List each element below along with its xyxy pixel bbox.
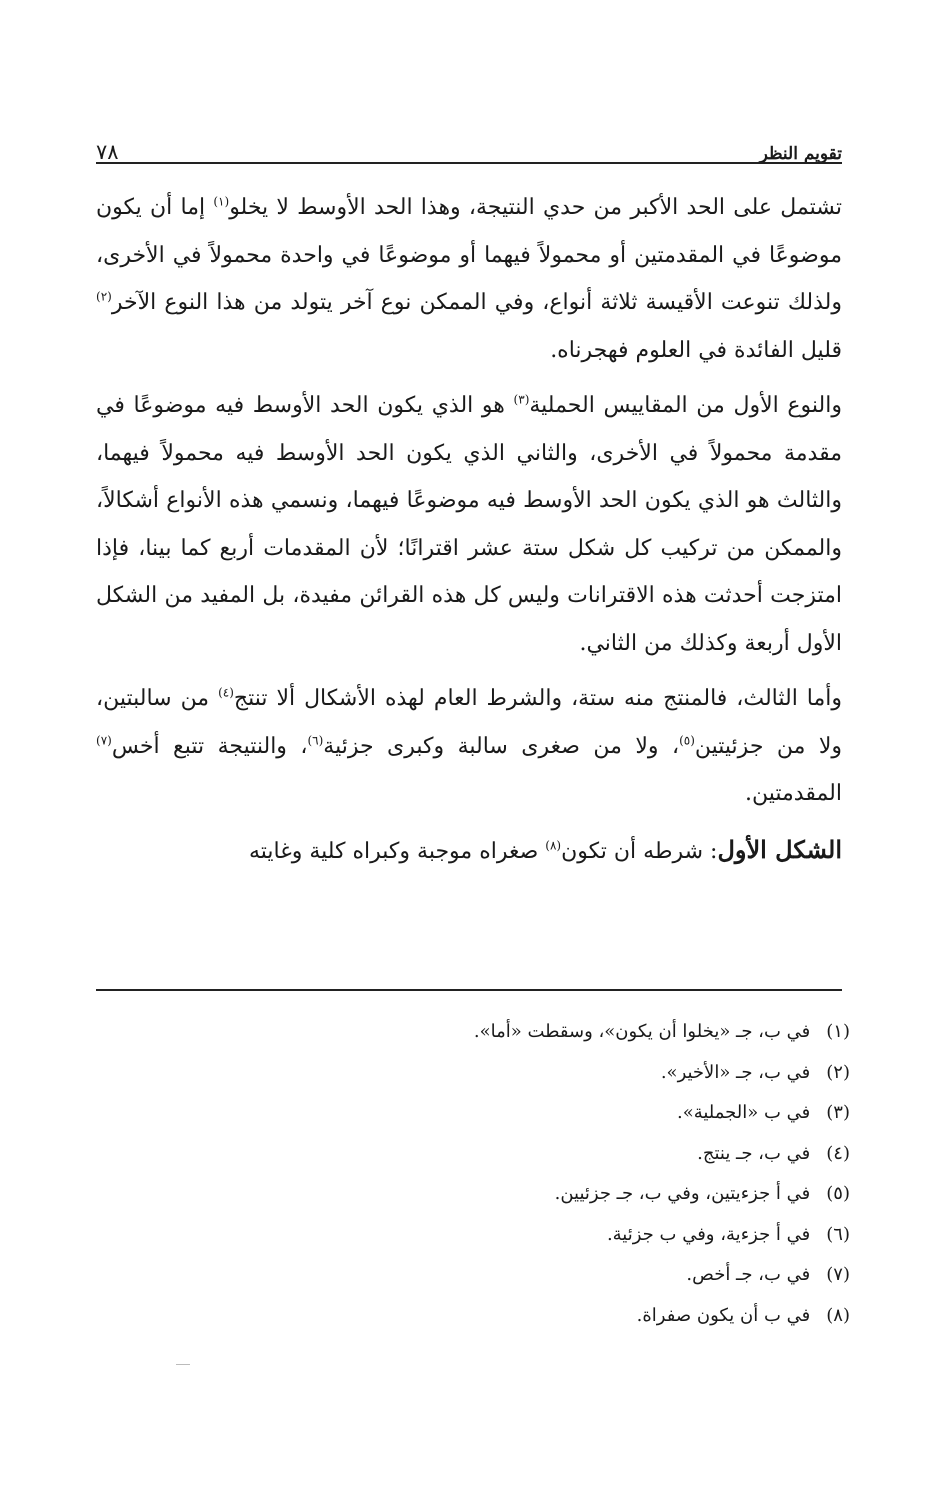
paragraph-text: والنوع الأول من المقاييس الحملية <box>529 393 842 418</box>
paragraph-text: قليل الفائدة في العلوم فهجرناه. <box>550 337 842 363</box>
paragraph-text: : شرطه أن تكون <box>561 838 718 864</box>
body-text <box>96 184 842 883</box>
footnote-text: في ب، جـ «الأخير». <box>660 1061 811 1083</box>
footnote-number: (٦) <box>826 1223 850 1245</box>
paragraph-text: من سالبتين، ولا من جزئيتين <box>96 686 842 759</box>
footnote-text: في ب أن يكون صفراة. <box>636 1304 811 1326</box>
footnote-text: في أ جزءيتين، وفي ب، جـ جزئيين. <box>554 1183 811 1204</box>
footnote-ref: (٤) <box>218 685 234 700</box>
paragraph-2 <box>96 382 842 667</box>
page-number: ٧٨ <box>96 140 119 164</box>
paragraph-text: ، ولا من صغرى سالبة وكبرى جزئية <box>323 733 680 759</box>
footnote <box>96 1053 850 1094</box>
footnote-text: في ب، جـ ينتج. <box>697 1142 811 1164</box>
footnote-ref: (٨) <box>545 838 562 853</box>
paragraph-4 <box>96 826 842 876</box>
paragraph-text: تشتمل على الحد الأكبر من حدي النتيجة، وهذا الحد الأوسط لا يخلو <box>229 195 842 220</box>
paragraph-text: المقدمتين. <box>744 781 842 806</box>
footnote-separator <box>96 989 842 991</box>
footnote <box>96 1012 850 1053</box>
footnote-number: (٣) <box>826 1102 850 1123</box>
footnote-ref: (٥) <box>679 733 695 748</box>
footnote-ref: (١) <box>213 194 230 209</box>
footnote <box>96 1174 850 1215</box>
footnote-text: في ب، جـ «يخلوا أن يكون»، وسقطت «أما». <box>473 1021 811 1042</box>
footnote-ref: (٣) <box>513 392 530 407</box>
footnote-number: (٢) <box>826 1061 850 1083</box>
footnote-text: في أ جزءية، وفي ب جزئية. <box>606 1223 811 1245</box>
header-rule <box>96 162 842 164</box>
footnote-number: (٥) <box>826 1183 850 1204</box>
footnote-ref: (٧) <box>96 733 112 748</box>
paragraph-3 <box>96 675 842 818</box>
paragraph-text: ، والنتيجة تتبع أخس <box>111 733 308 759</box>
paragraph-1 <box>96 184 842 374</box>
section-heading: الشكل الأول <box>717 834 842 864</box>
footnote-number: (٧) <box>826 1264 850 1285</box>
paragraph-text: هو الذي يكون الحد الأوسط فيه موضوعًا في مقدمة محمولاً في الأخرى، والثاني الذي يكون الحد الأوسط فيه محمولاً فيهما، والثالث هو الذي يكون الحد الأوسط فيه موضوعًا فيهما، ونسمي هذه الأنواع أشكالاً، والممكن من تركيب كل شكل ستة عشر اقترانًا؛ لأن المقدمات أربع كما بينا، فإذا امتزجت أحدثت هذه الاقترانات وليس كل هذه القرائن مفيدة، بل المفيد من الشكل الأول أربعة وكذلك من الثاني. <box>96 393 842 656</box>
footnotes-list <box>96 1012 850 1336</box>
footnote-number: (٤) <box>826 1142 850 1164</box>
page-header <box>96 128 842 164</box>
footnote-text: في ب، جـ أخص. <box>686 1264 811 1285</box>
footnote <box>96 1093 850 1134</box>
footnote-number: (١) <box>826 1021 850 1042</box>
footnote-text: في ب «الجملية». <box>676 1102 811 1123</box>
scan-mark <box>176 1364 190 1365</box>
paragraph-text: وأما الثالث، فالمنتج منه ستة، والشرط العام لهذه الأشكال ألا تنتج <box>233 686 843 711</box>
footnote-ref: (٦) <box>307 733 324 748</box>
paragraph-text: إما أن يكون موضوعًا في المقدمتين أو محمولاً فيهما أو موضوعًا في واحدة محمولاً في الأخرى، ولذلك تنوعت الأقيسة ثلاثة أنواع، وفي الممكن نوع آخر يتولد من هذا النوع الآخر <box>96 195 842 315</box>
footnote-number: (٨) <box>826 1304 850 1326</box>
footnote <box>96 1134 850 1175</box>
footnote <box>96 1296 850 1337</box>
running-title: تقويم النظر <box>759 144 842 164</box>
footnote-ref: (٢) <box>96 289 112 304</box>
paragraph-text: صغراه موجبة وكبراه كلية وغايته <box>248 838 546 864</box>
footnote <box>96 1255 850 1296</box>
footnote <box>96 1215 850 1256</box>
